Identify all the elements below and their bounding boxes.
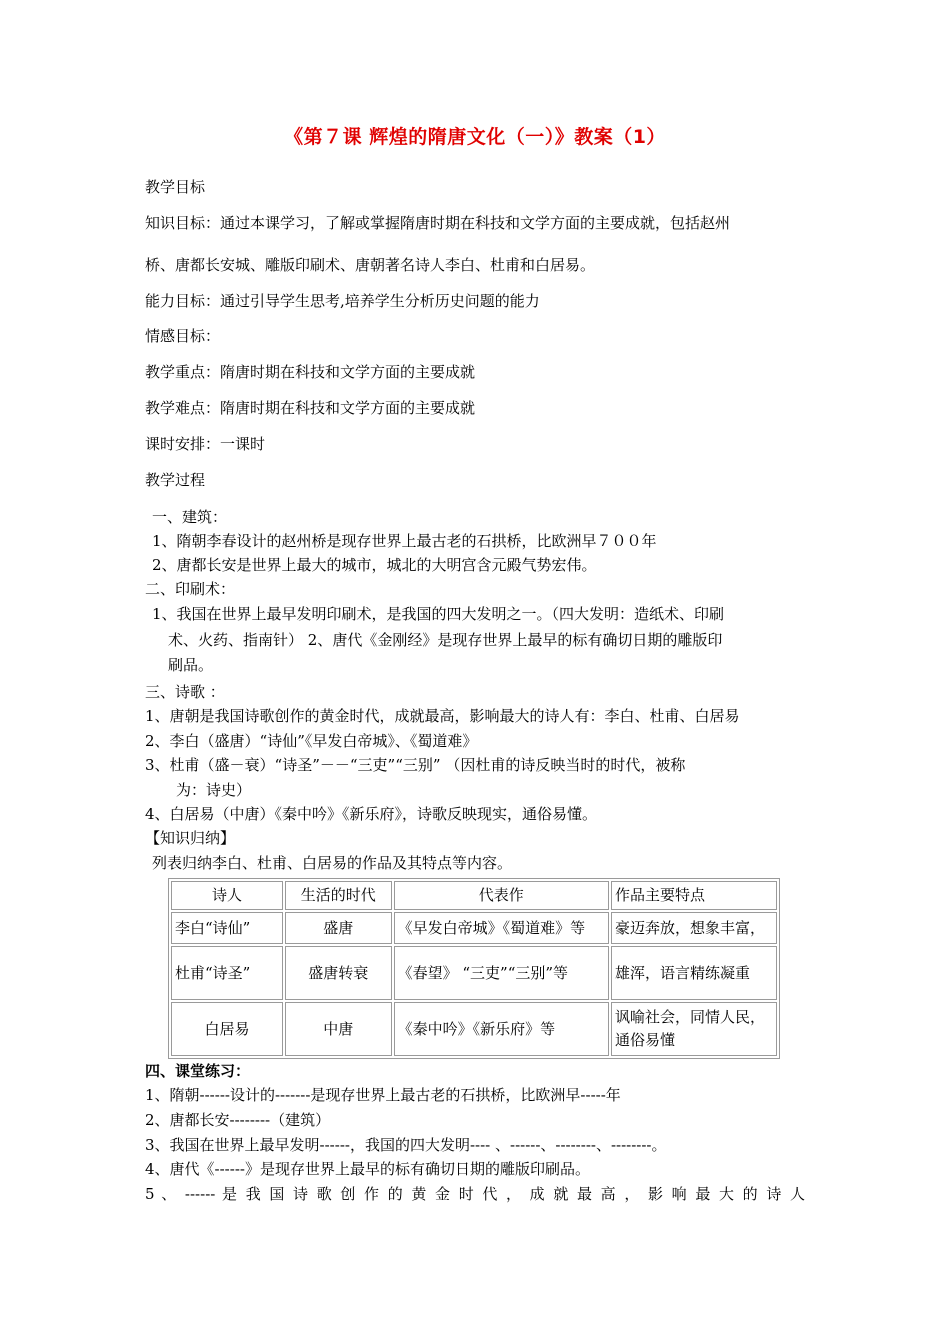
teaching-key-point: 教学重点：隋唐时期在科技和文学方面的主要成就 bbox=[145, 363, 476, 381]
exercise-question-1: 1、隋朝------设计的-------是现存世界上最古老的石拱桥，比欧洲早-----年 bbox=[145, 1086, 621, 1104]
table-cell: 《秦中吟》《新乐府》等 bbox=[394, 1002, 609, 1056]
table-header-row bbox=[171, 881, 777, 910]
printing-line-3: 刷品。 bbox=[168, 656, 214, 674]
goals-heading: 教学目标 bbox=[145, 178, 206, 196]
table-cell: 讽喻社会，同情人民，通俗易懂 bbox=[611, 1002, 777, 1056]
table-row bbox=[171, 946, 777, 1000]
section-printing-heading: 二、印刷术： bbox=[145, 580, 236, 598]
printing-line-1: 1、我国在世界上最早发明印刷术，是我国的四大发明之一。（四大发明：造纸术、印刷 bbox=[152, 605, 725, 623]
process-heading: 教学过程 bbox=[145, 471, 206, 489]
table-cell: 盛唐 bbox=[285, 912, 392, 944]
section-poetry-heading: 三、诗歌 ： bbox=[145, 683, 225, 701]
table-header-cell: 作品主要特点 bbox=[611, 881, 777, 910]
table-cell: 盛唐转衰 bbox=[285, 946, 392, 1000]
poets-table bbox=[168, 878, 780, 1059]
table-cell: 中唐 bbox=[285, 1002, 392, 1056]
table-cell: 李白“诗仙” bbox=[171, 912, 283, 944]
summary-intro: 列表归纳李白、杜甫、白居易的作品及其特点等内容。 bbox=[152, 854, 513, 872]
architecture-item-1: 1、隋朝李春设计的赵州桥是现存世界上最古老的石拱桥，比欧洲早７００年 bbox=[152, 532, 657, 550]
poetry-item-3-line-2: 为：诗史） bbox=[176, 781, 252, 799]
table-header-cell: 诗人 bbox=[171, 881, 283, 910]
poetry-item-3-line-1: 3、杜甫（盛－衰）“诗圣”－－“三吏”“三别” （因杜甫的诗反映当时的时代，被称 bbox=[145, 756, 686, 774]
table-cell: 《春望》 “三吏”“三别”等 bbox=[394, 946, 609, 1000]
poetry-item-2: 2、李白（盛唐）“诗仙”《早发白帝城》、《蜀道难》 bbox=[145, 732, 478, 750]
exercise-question-3: 3、我国在世界上最早发明------，我国的四大发明---- 、------、--------、--------。 bbox=[145, 1136, 667, 1154]
table-header-cell: 生活的时代 bbox=[285, 881, 392, 910]
section-architecture-heading: 一、建筑： bbox=[152, 508, 228, 526]
table-row bbox=[171, 1002, 777, 1056]
class-hours: 课时安排：一课时 bbox=[145, 435, 266, 453]
knowledge-goal-line-2: 桥、唐都长安城、雕版印刷术、唐朝著名诗人李白、杜甫和白居易。 bbox=[145, 256, 596, 274]
ability-goal: 能力目标：通过引导学生思考,培养学生分析历史问题的能力 bbox=[145, 292, 540, 310]
table-cell: 《早发白帝城》《蜀道难》等 bbox=[394, 912, 609, 944]
page-title: 《第７课 辉煌的隋唐文化（一）》教案（1） bbox=[284, 126, 666, 148]
table-cell: 豪迈奔放，想象丰富， bbox=[611, 912, 777, 944]
exercise-question-4: 4、唐代《------》是现存世界上最早的标有确切日期的雕版印刷品。 bbox=[145, 1160, 590, 1178]
table-row bbox=[171, 912, 777, 944]
table-cell: 白居易 bbox=[171, 1002, 283, 1056]
table-cell: 雄浑，语言精练凝重 bbox=[611, 946, 777, 1000]
summary-heading: 【知识归纳】 bbox=[145, 829, 236, 847]
emotion-goal: 情感目标： bbox=[145, 327, 221, 345]
printing-line-2: 术、火药、指南针） 2、唐代《金刚经》是现存世界上最早的标有确切日期的雕版印 bbox=[168, 631, 723, 649]
table-header-cell: 代表作 bbox=[394, 881, 609, 910]
table-cell: 杜甫“诗圣” bbox=[171, 946, 283, 1000]
exercise-question-5: 5 、 ------ 是 我 国 诗 歌 创 作 的 黄 金 时 代 ， 成 就 最 高 ， 影 响 最 大 的 诗 人 bbox=[145, 1185, 805, 1203]
teaching-difficulty: 教学难点：隋唐时期在科技和文学方面的主要成就 bbox=[145, 399, 476, 417]
architecture-item-2: 2、唐都长安是世界上最大的城市，城北的大明宫含元殿气势宏伟。 bbox=[152, 556, 597, 574]
poetry-item-4: 4、白居易（中唐）《秦中吟》《新乐府》，诗歌反映现实，通俗易懂。 bbox=[145, 805, 598, 823]
exercise-heading: 四、课堂练习： bbox=[145, 1062, 251, 1080]
exercise-question-2: 2、唐都长安--------（建筑） bbox=[145, 1111, 331, 1129]
poetry-item-1: 1、唐朝是我国诗歌创作的黄金时代，成就最高，影响最大的诗人有：李白、杜甫、白居易 bbox=[145, 707, 740, 725]
knowledge-goal-line-1: 知识目标：通过本课学习，了解或掌握隋唐时期在科技和文学方面的主要成就，包括赵州 bbox=[145, 214, 731, 232]
